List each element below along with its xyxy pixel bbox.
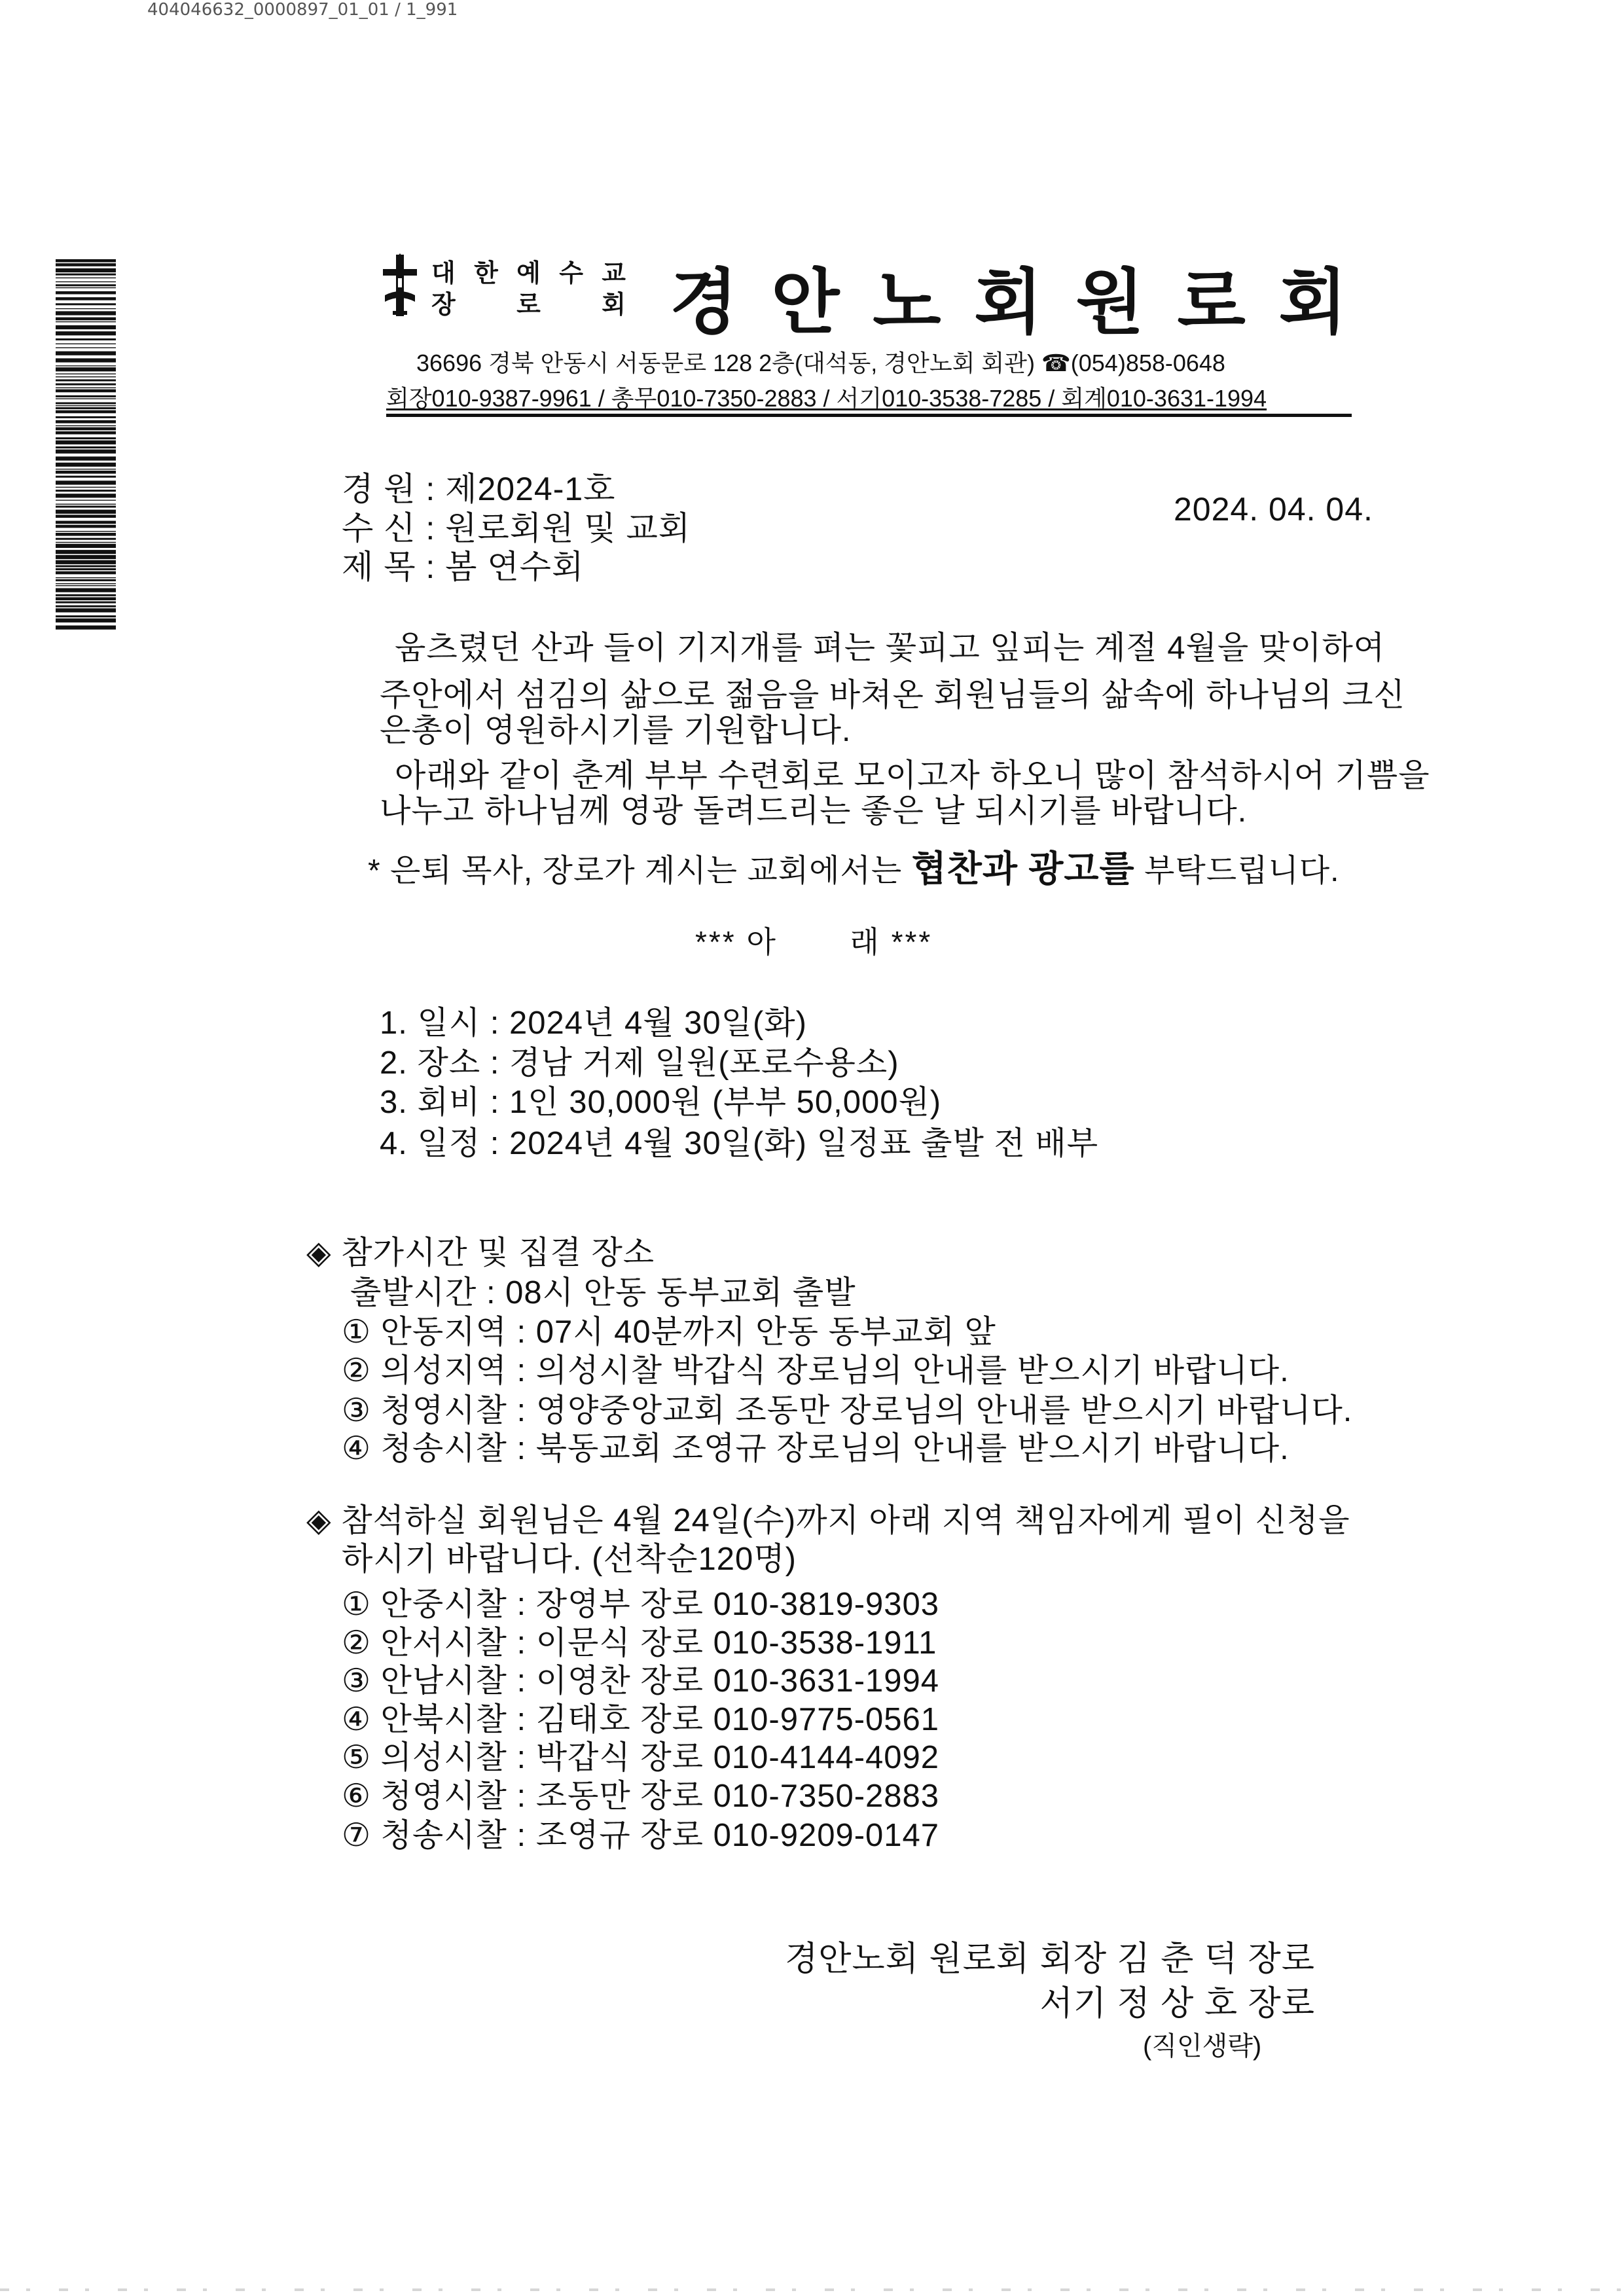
registration-contact-item: ④ 안북시찰 : 김태호 장로 010-9775-0561 [342, 1702, 940, 1737]
barcode-bar [56, 268, 116, 272]
barcode-bar [56, 544, 116, 548]
registration-heading-continued: 하시기 바랍니다. (선착순120명) [342, 1542, 797, 1577]
barcode-bar [56, 533, 116, 536]
barcode-bar [56, 416, 116, 418]
signature-president: 경안노회 원로회 회장 김 춘 덕 장로 [785, 1940, 1315, 1978]
registration-contact-item: ⑥ 청영시찰 : 조동만 장로 010-7350-2883 [342, 1779, 940, 1814]
barcode-bar [56, 450, 116, 454]
barcode-bar [56, 380, 116, 382]
assembly-region-item: ③ 청영시찰 : 영양중앙교회 조동만 장로님의 안내를 받으시기 바랍니다. [342, 1393, 1353, 1428]
barcode [56, 258, 116, 634]
barcode-bar [56, 389, 116, 393]
barcode-bar [56, 597, 116, 600]
registration-contact-item: ⑤ 의성시찰 : 박갑식 장로 010-4144-4092 [342, 1740, 940, 1775]
barcode-bar [56, 427, 116, 431]
barcode-bar [56, 376, 116, 377]
barcode-bar [56, 395, 116, 397]
barcode-bar [56, 510, 116, 514]
registration-contact-item: ③ 안남시찰 : 이영찬 장로 010-3631-1994 [342, 1663, 940, 1699]
barcode-bar [56, 577, 116, 578]
detail-item: 2. 장소 : 경남 거제 일원(포로수용소) [380, 1045, 899, 1081]
barcode-bar [56, 605, 116, 607]
barcode-bar [56, 560, 116, 564]
barcode-bar [56, 420, 116, 424]
barcode-bar [56, 566, 116, 568]
barcode-bar [56, 463, 116, 467]
barcode-bar [56, 619, 116, 623]
detail-item: 1. 일시 : 2024년 4월 30일(화) [380, 1005, 807, 1041]
barcode-bar [56, 352, 116, 355]
denomination-line-1: 대 한 예 수 교 [431, 260, 626, 287]
cross-emblem-icon [380, 253, 420, 317]
barcode-bar [56, 281, 116, 282]
barcode-bar [56, 331, 116, 335]
barcode-bar [56, 506, 116, 508]
barcode-bar [56, 367, 116, 371]
barcode-bar [56, 308, 116, 309]
barcode-bar [56, 365, 116, 366]
barcode-bar [56, 311, 116, 315]
detail-item: 3. 회비 : 1인 30,000원 (부부 50,000원) [380, 1085, 942, 1120]
body-line: 아래와 같이 춘계 부부 수련회로 모이고자 하오니 많이 참석하시어 기쁨을 [395, 758, 1430, 793]
organization-title: 경 안 노 회 원 로 회 [670, 262, 1347, 342]
barcode-bar [56, 403, 116, 405]
barcode-bar [56, 487, 116, 488]
barcode-bar [56, 542, 116, 543]
barcode-bar [56, 531, 116, 532]
barcode-bar [56, 274, 116, 276]
barcode-bar [56, 471, 116, 474]
barcode-bar [56, 555, 116, 559]
barcode-bar [56, 297, 116, 300]
barcode-bar [56, 431, 116, 435]
officer-contacts-line: 회장010-9387-9961 / 총무010-7350-2883 / 서기010-3538-7285 / 회계010-3631-1994 [386, 385, 1352, 417]
departure-time: 출발시간 : 08시 안동 동부교회 출발 [350, 1275, 856, 1310]
signature-secretary: 서기 정 상 호 장로 [1039, 1985, 1315, 2023]
registration-contact-item: ① 안중시찰 : 장영부 장로 010-3819-9303 [342, 1587, 940, 1622]
barcode-bar [56, 568, 116, 570]
barcode-bar [56, 504, 116, 505]
barcode-bar [56, 317, 116, 321]
barcode-bar [56, 494, 116, 497]
meta-doc-number: 경 원 : 제2024-1호 [342, 471, 616, 507]
barcode-bar [56, 291, 116, 295]
assembly-heading: ◈ 참가시간 및 집결 장소 [306, 1235, 655, 1271]
barcode-bar [56, 338, 116, 340]
barcode-bar [56, 358, 116, 362]
barcode-bar [56, 321, 116, 322]
barcode-bar [56, 287, 116, 288]
registration-contact-item: ② 안서시찰 : 이문식 장로 010-3538-1911 [342, 1625, 937, 1661]
barcode-bar [56, 608, 116, 612]
body-line: 주안에서 섬김의 삶으로 젊음을 바쳐온 회원님들의 삶속에 하나님의 크신 [380, 678, 1405, 713]
barcode-bar [56, 550, 116, 554]
barcode-bar [56, 583, 116, 584]
registration-contact-item: ⑦ 청송시찰 : 조영규 장로 010-9209-0147 [342, 1818, 940, 1853]
support-request-prefix: * 은퇴 목사, 장로가 계시는 교회에서는 [368, 854, 912, 888]
notice-heading: *** 아 래 *** [695, 925, 933, 959]
body-line: 움츠렸던 산과 들이 기지개를 펴는 꽃피고 잎피는 계절 4월을 맞이하여 [395, 630, 1386, 666]
document-date: 2024. 04. 04. [1174, 491, 1373, 528]
barcode-bar [56, 490, 116, 492]
body-line: 은총이 영원하시기를 기원합니다. [380, 713, 852, 748]
barcode-bar [56, 585, 116, 586]
barcode-bar [56, 594, 116, 596]
body-line: 나누고 하나님께 영광 돌려드리는 좋은 날 되시기를 바랍니다. [380, 793, 1248, 829]
barcode-bar [56, 441, 116, 444]
barcode-bar [56, 525, 116, 528]
barcode-bar [56, 579, 116, 581]
barcode-bar [56, 476, 116, 478]
assembly-region-item: ① 안동지역 : 07시 40분까지 안동 동부교회 앞 [342, 1314, 996, 1350]
denomination-line-2: 장 로 회 [431, 291, 626, 319]
barcode-bar [56, 456, 116, 460]
barcode-bar [56, 480, 116, 484]
barcode-bar [56, 515, 116, 518]
barcode-bar [56, 284, 116, 286]
barcode-bar [56, 303, 116, 305]
barcode-bar [56, 446, 116, 448]
barcode-bar [56, 571, 116, 575]
barcode-bar [56, 538, 116, 540]
barcode-bar [56, 325, 116, 329]
registration-heading: ◈ 참석하실 회원님은 4월 24일(수)까지 아래 지역 책임자에게 필이 신청을 [306, 1503, 1350, 1538]
support-request-suffix: 부탁드립니다. [1134, 854, 1340, 888]
barcode-bar [56, 588, 116, 592]
assembly-region-item: ④ 청송시찰 : 북동교회 조영규 장로님의 안내를 받으시기 바랍니다. [342, 1431, 1290, 1466]
scan-id: 404046632_0000897_01_01 / 1_991 [147, 0, 458, 20]
address-line: 36696 경북 안동시 서동문로 128 2층(대석동, 경안노회 회관) ☎(054)858-0648 [416, 350, 1225, 376]
support-request-note [368, 848, 1340, 892]
barcode-bar [56, 500, 116, 501]
barcode-bar [56, 384, 116, 386]
barcode-bar [56, 259, 116, 262]
barcode-bar [56, 425, 116, 426]
barcode-bar [56, 615, 116, 617]
scan-edge-noise [0, 2288, 1624, 2291]
barcode-bar [56, 405, 116, 406]
detail-item: 4. 일정 : 2024년 4월 30일(화) 일정표 출발 전 배부 [380, 1126, 1099, 1161]
assembly-region-item: ② 의성지역 : 의성시찰 박갑식 장로님의 안내를 받으시기 바랍니다. [342, 1353, 1290, 1388]
barcode-bar [56, 521, 116, 524]
support-request-emphasis: 협찬과 광고를 [911, 848, 1135, 889]
barcode-bar [56, 410, 116, 414]
meta-recipient: 수 신 : 원로회원 및 교회 [342, 510, 691, 547]
barcode-bar [56, 263, 116, 266]
barcode-bar [56, 437, 116, 439]
seal-omitted-note: (직인생략) [1143, 2032, 1262, 2061]
meta-subject: 제 목 : 봄 연수회 [342, 549, 585, 585]
barcode-bar [56, 407, 116, 409]
barcode-bar [56, 602, 116, 604]
barcode-bar [56, 626, 116, 630]
